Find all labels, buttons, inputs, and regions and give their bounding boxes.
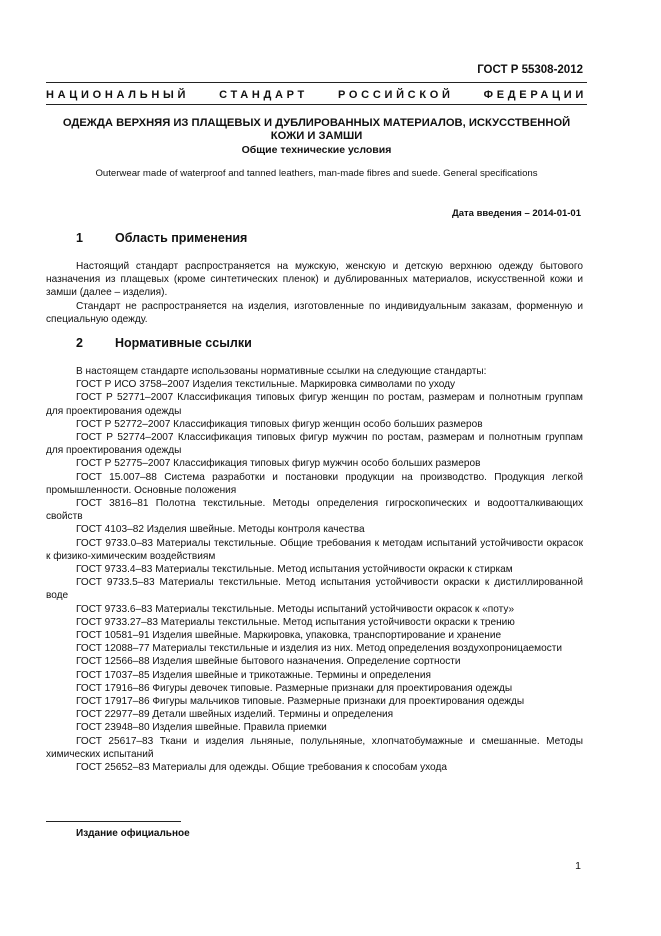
intro-date: Дата введения – 2014-01-01 xyxy=(451,208,581,219)
reference-item: ГОСТ Р 52771–2007 Классификация типовых фигур женщин по ростам, размерам и полнотным группам для проектирования одежды xyxy=(46,392,583,417)
section-1-paragraph: Настоящий стандарт распространяется на мужскую, женскую и детскую верхнюю одежду бытового назначения из плащевых (кроме синтетических пленок) и дублированных материалов, искусственной кожи и замши (далее – изделия). xyxy=(46,261,583,299)
reference-item: ГОСТ 4103–82 Изделия швейные. Методы контроля качества xyxy=(76,524,365,536)
page-number: 1 xyxy=(575,860,581,872)
reference-item: ГОСТ 9733.4–83 Материалы текстильные. Метод испытания устойчивости окраски к стиркам xyxy=(76,564,513,576)
reference-item: ГОСТ 10581–91 Изделия швейные. Маркировка, упаковка, транспортирование и хранение xyxy=(76,630,502,642)
reference-item: ГОСТ 9733.27–83 Материалы текстильные. Метод испытания устойчивости окраски к трению xyxy=(76,616,515,628)
section-2-body xyxy=(46,365,583,774)
reference-item: ГОСТ 22977–89 Детали швейных изделий. Термины и определения xyxy=(76,709,394,721)
reference-item: ГОСТ 17037–85 Изделия швейные и трикотажные. Термины и определения xyxy=(76,669,431,681)
reference-item: ГОСТ 12088–77 Материалы текстильные и изделия из них. Метод определения воздухопроницаемости xyxy=(76,643,563,655)
section-1-paragraph: Стандарт не распространяется на изделия, изготовленные по индивидуальным заказам, форменную и специальную одежду. xyxy=(46,300,583,325)
header-rule-bottom xyxy=(46,104,587,105)
section-1-heading xyxy=(76,231,247,245)
reference-item: ГОСТ Р 52772–2007 Классификация типовых фигур женщин особо больших размеров xyxy=(76,418,483,430)
section-1-number: 1 xyxy=(76,231,83,245)
section-1-body xyxy=(46,260,583,326)
section-2-title: Нормативные ссылки xyxy=(115,336,252,350)
reference-item: ГОСТ 3816–81 Полотна текстильные. Методы определения гигроскопических и водоотталкивающих свойств xyxy=(46,498,583,523)
reference-item: ГОСТ 12566–88 Изделия швейные бытового назначения. Определение сортности xyxy=(76,656,461,668)
section-2-heading xyxy=(76,336,252,350)
reference-item: ГОСТ Р 52774–2007 Классификация типовых фигур мужчин по ростам, размерам и полнотным группам для проектирования одежды xyxy=(46,432,583,457)
section-2-number: 2 xyxy=(76,336,83,350)
reference-item: ГОСТ 25652–83 Материалы для одежды. Общие требования к способам ухода xyxy=(76,762,447,774)
national-standard-banner: НАЦИОНАЛЬНЫЙ СТАНДАРТ РОССИЙСКОЙ ФЕДЕРАЦИИ xyxy=(46,89,587,101)
document-title xyxy=(46,117,587,157)
reference-item: ГОСТ 9733.0–83 Материалы текстильные. Общие требования к методам испытаний устойчивости окрасок к физико-химическим воздействиям xyxy=(46,537,583,562)
reference-item: ГОСТ 15.007–88 Система разработки и постановки продукции на производство. Продукция легкой промышленности. Основные положения xyxy=(46,471,583,496)
reference-item: ГОСТ Р 52775–2007 Классификация типовых фигур мужчин особо больших размеров xyxy=(76,458,481,470)
reference-item: ГОСТ 23948–80 Изделия швейные. Правила приемки xyxy=(76,722,327,734)
official-edition-label: Издание официальное xyxy=(76,828,190,839)
title-line-1: ОДЕЖДА ВЕРХНЯЯ ИЗ ПЛАЩЕВЫХ И ДУБЛИРОВАННЫХ МАТЕРИАЛОВ, ИСКУССТВЕННОЙ xyxy=(62,117,571,129)
reference-item: ГОСТ 17916–86 Фигуры девочек типовые. Размерные признаки для проектирования одежды xyxy=(76,682,513,694)
reference-item: ГОСТ Р ИСО 3758–2007 Изделия текстильные. Маркировка символами по уходу xyxy=(76,379,456,391)
footer-rule xyxy=(46,821,181,822)
reference-item: ГОСТ 25617–83 Ткани и изделия льняные, полульняные, хлопчатобумажные и смешанные. Методы химических испытаний xyxy=(46,735,583,760)
title-subtitle: Общие технические условия xyxy=(241,144,392,156)
gost-code: ГОСТ Р 55308-2012 xyxy=(477,64,583,76)
reference-item: ГОСТ 17917–86 Фигуры мальчиков типовые. Размерные признаки для проектирования одежды xyxy=(76,696,525,708)
title-line-2: КОЖИ И ЗАМШИ xyxy=(270,130,363,142)
section-1-title: Область применения xyxy=(115,231,248,245)
reference-item: ГОСТ 9733.6–83 Материалы текстильные. Методы испытаний устойчивости окрасок к «поту» xyxy=(76,603,515,615)
reference-item: ГОСТ 9733.5–83 Материалы текстильные. Метод испытания устойчивости окраски к дистиллированной воде xyxy=(46,577,583,602)
title-english: Outerwear made of waterproof and tanned leathers, man-made fibres and suede. General specifications xyxy=(95,168,538,179)
reference-item: В настоящем стандарте использованы нормативные ссылки на следующие стандарты: xyxy=(76,366,487,377)
header-rule-top xyxy=(46,82,587,83)
